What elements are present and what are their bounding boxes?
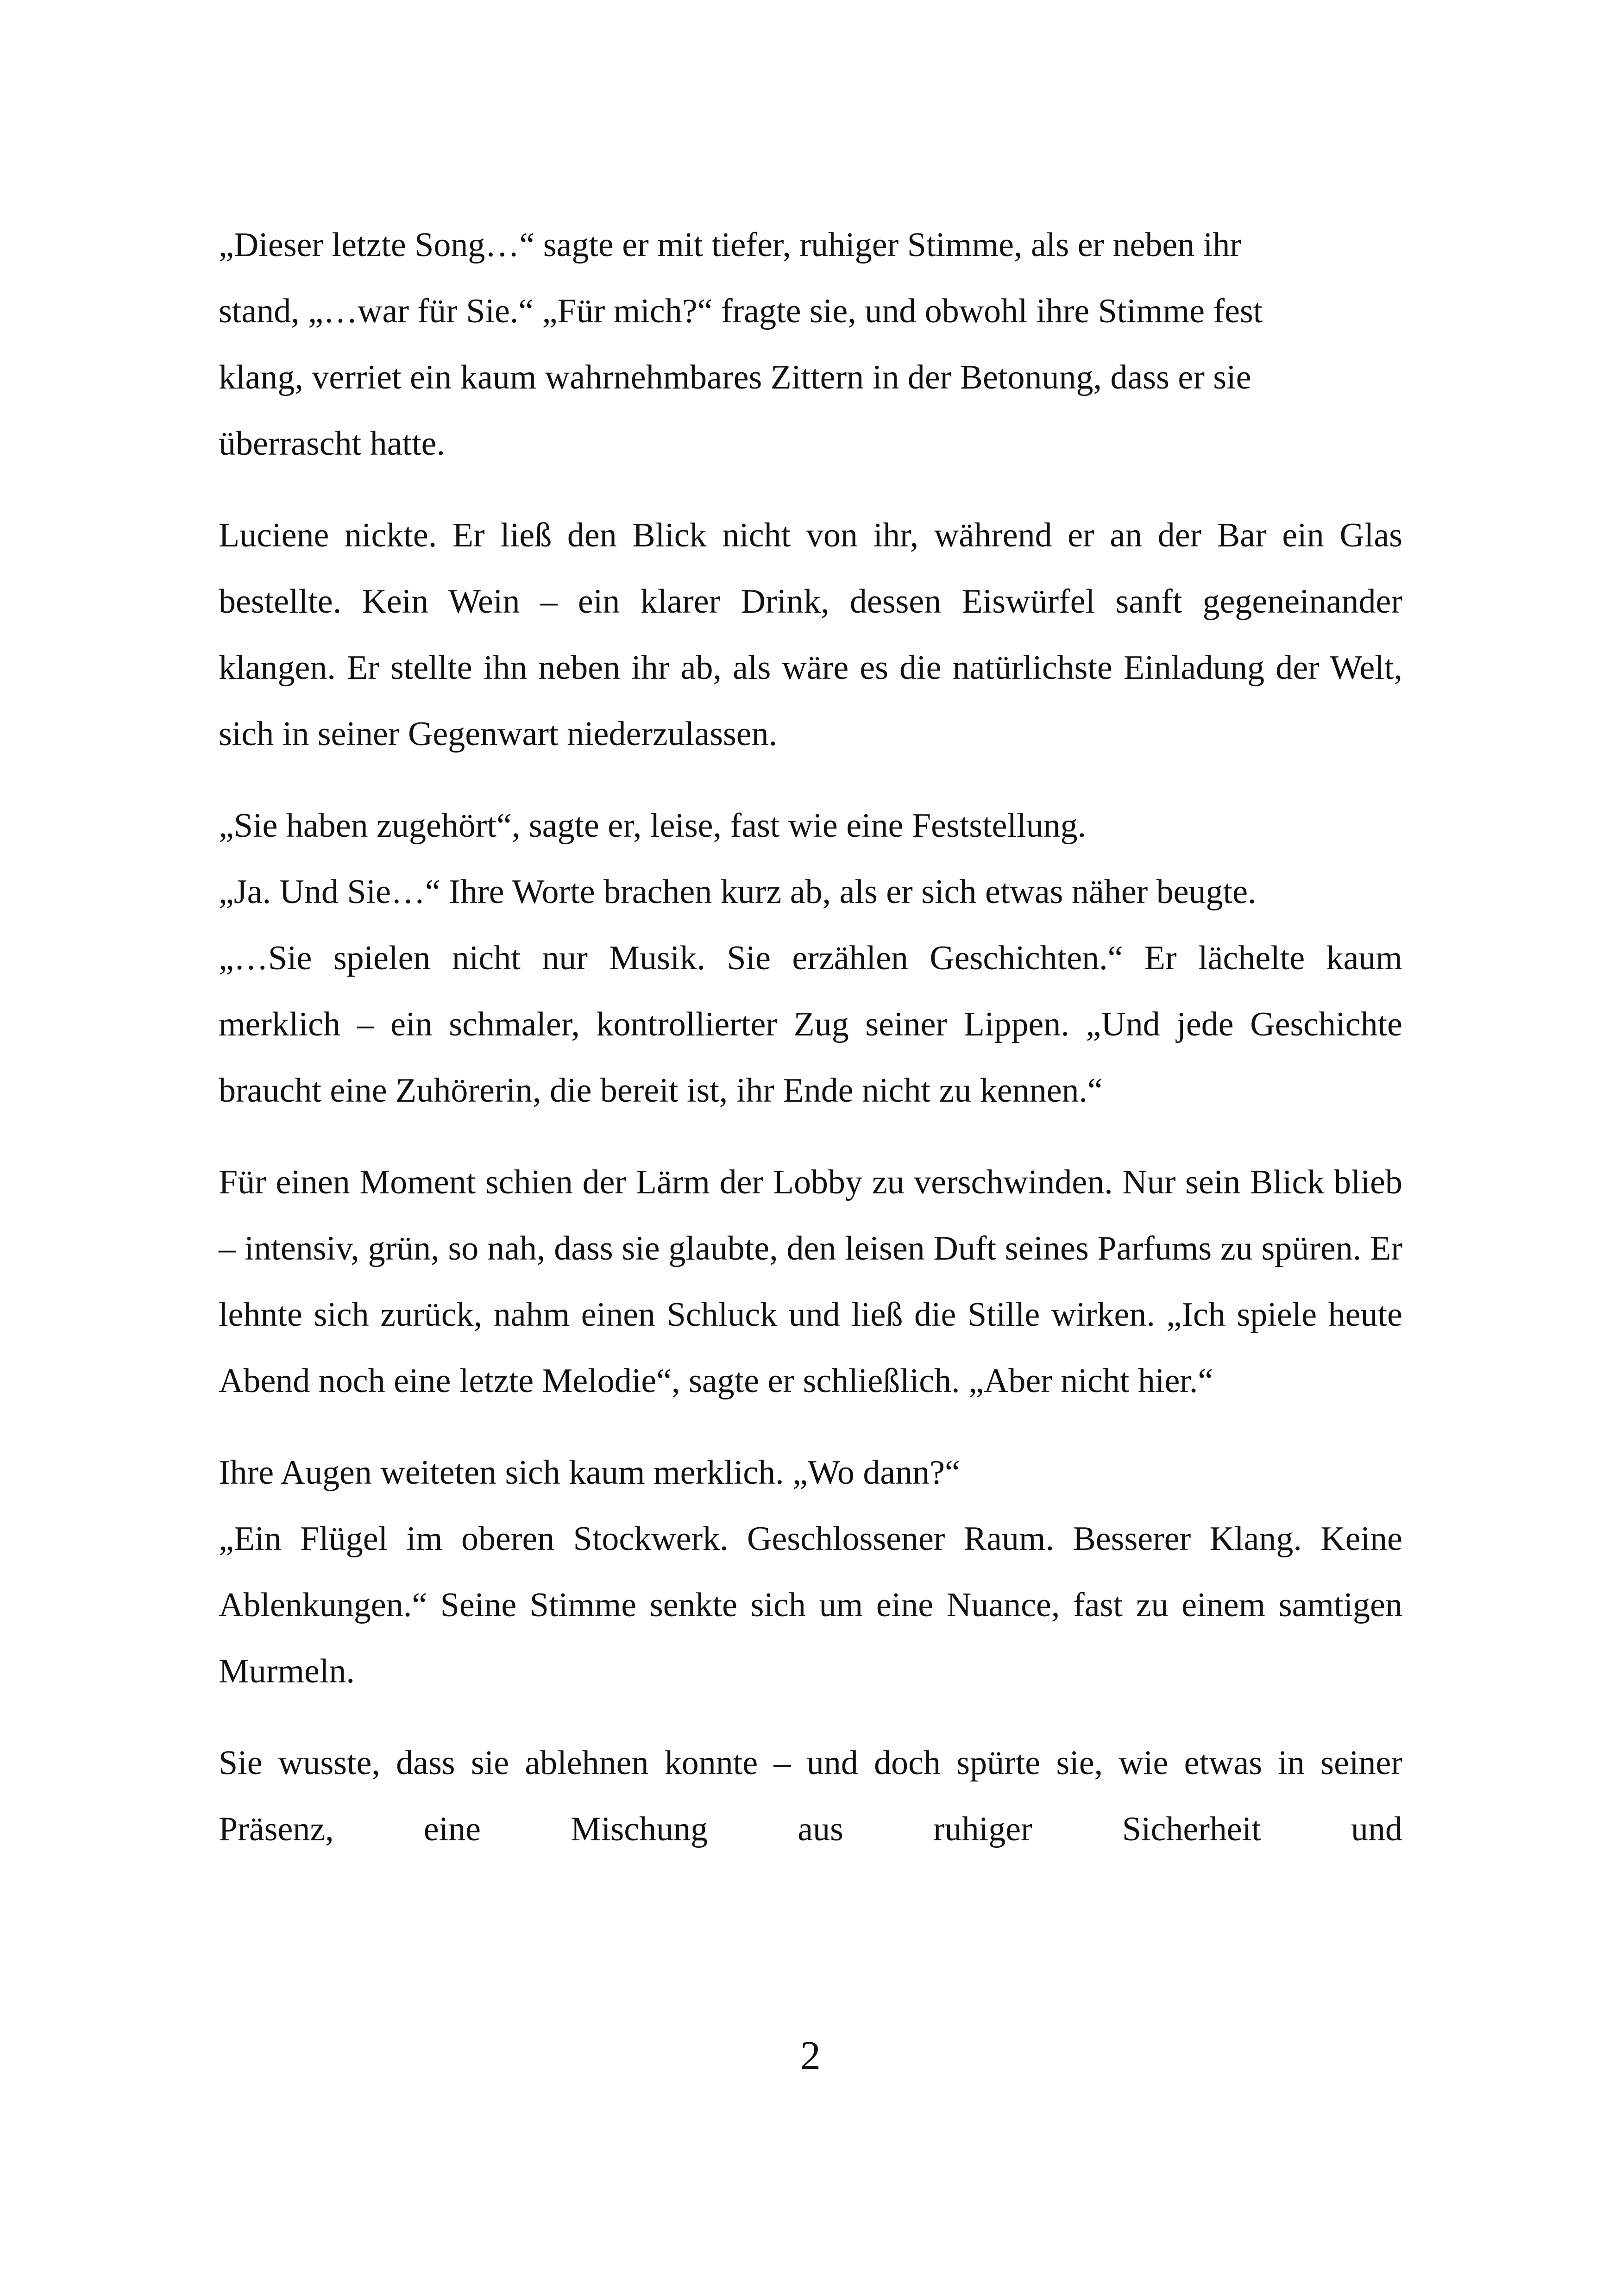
paragraph-2: Luciene nickte. Er ließ den Blick nicht von ihr, während er an der Bar ein Glas bestellte. Kein Wein – ein klarer Drink, dessen Eiswürfel sanft gegeneinander klangen. Er stellte ihn neben ihr ab, als wäre es die natürlichste Einladung der Welt, sich in seiner Gegenwart niederzulassen. — [219, 516, 1402, 753]
paragraph-5: Ihre Augen weiteten sich kaum merklich. „Wo dann?“ „Ein Flügel im oberen Stockwerk. Geschlossener Raum. Besserer Klang. Keine Ablenkungen.“ Seine Stimme senkte sich um eine Nuance, fast zu einem samtigen Murmeln. — [219, 1454, 1402, 1690]
page-number: 2 — [800, 2033, 821, 2078]
paragraph-3: „Sie haben zugehört“, sagte er, leise, fast wie eine Feststellung. „Ja. Und Sie…“ Ihre Worte brachen kurz ab, als er sich etwas näher beugte. „…Sie spielen nicht nur Musik. Sie erzählen Geschichten.“ Er lächelte kaum merklich – ein schmaler, kontrollierter Zug seiner Lippen. „Und jede Geschichte braucht eine Zuhörerin, die bereit ist, ihr Ende nicht zu kennen.“ — [219, 807, 1402, 1110]
paragraph-1: „Dieser letzte Song…“ sagte er mit tiefer, ruhiger Stimme, als er neben ihr stand, „…war für Sie.“ „Für mich?“ fragte sie, und obwohl ihre Stimme fest klang, verriet ein kaum wahrnehmbares Zittern in der Betonung, dass er sie überrascht hatte. — [219, 226, 1263, 463]
body-text — [219, 212, 1402, 1888]
paragraph-4: Für einen Moment schien der Lärm der Lobby zu verschwinden. Nur sein Blick blieb – intensiv, grün, so nah, dass sie glaubte, den leisen Duft seines Parfums zu spüren. Er lehnte sich zurück, nahm einen Schluck und ließ die Stille wirken. „Ich spiele heute Abend noch eine letzte Melodie“, sagte er schließlich. „Aber nicht hier.“ — [219, 1163, 1402, 1400]
paragraph-6: Sie wusste, dass sie ablehnen konnte – und doch spürte sie, wie etwas in seiner Präsenz, eine Mischung aus ruhiger Sicherheit und — [219, 1744, 1402, 1848]
